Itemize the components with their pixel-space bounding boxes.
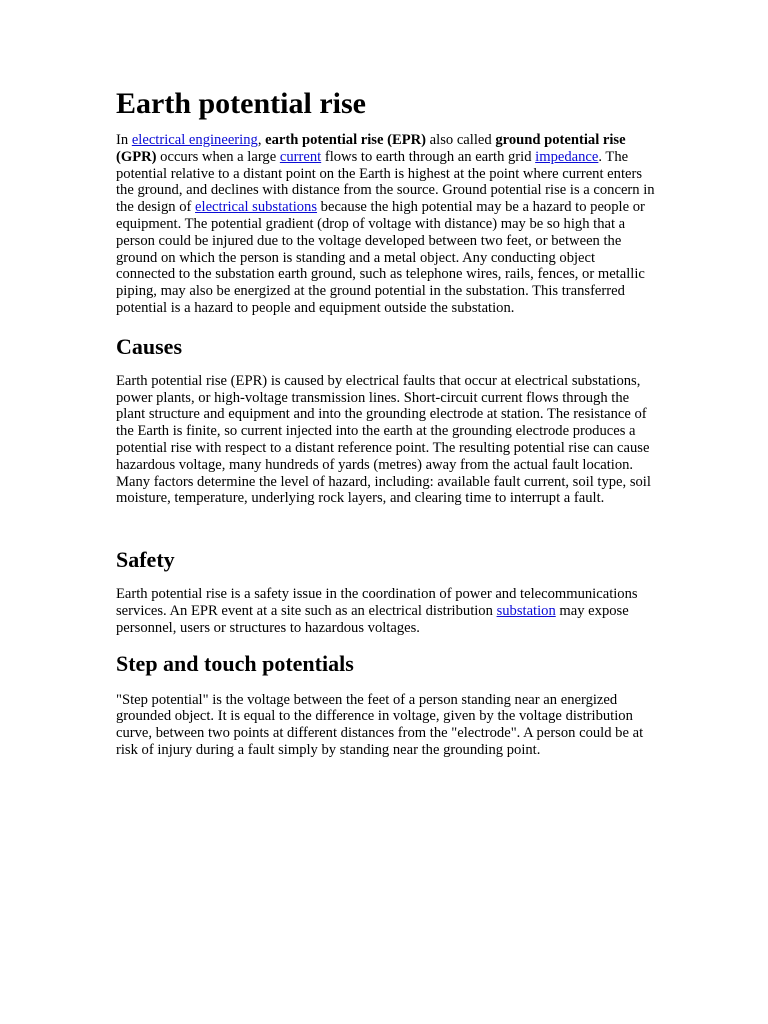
- page-title: Earth potential rise: [116, 87, 366, 120]
- safety-heading: Safety: [116, 547, 175, 573]
- intro-text: occurs when a large: [156, 148, 280, 165]
- safety-text: Earth potential rise is a safety issue in the coordination of power and telecommunications services. An EPR event at a site such as an electrical distribution: [116, 586, 638, 619]
- causes-heading: Causes: [116, 333, 183, 359]
- link-current[interactable]: current: [279, 148, 322, 165]
- intro-text: flows to earth through an earth grid: [321, 148, 536, 165]
- article: [116, 86, 656, 759]
- link-electrical-engineering[interactable]: electrical engineering: [131, 132, 258, 148]
- intro-text: because the high potential may be a hazard to people or equipment. The potential gradient (drop of voltage with distance) may be so high that a person could be injured due to the voltage developed between two feet, or between the ground on which the person is standing and a metal object. Any conducting object connected to the substation earth ground, such as telephone wires, rails, fences, or metallic piping, may also be energized at the ground potential in the substation. This transferred potential is a hazard to people and equipment outside the substation.: [116, 199, 645, 316]
- intro-text: also called: [426, 132, 496, 148]
- term-gpr: ground potential rise (GPR): [116, 132, 626, 165]
- step-touch-paragraph: "Step potential" is the voltage between the feet of a person standing near an energized grounded object. It is equal to the difference in voltage, given by the voltage distribution curve, between two points at different distances from the "electrode". A person could be at risk of injury during a fault simply by standing near the grounding point.: [116, 691, 644, 758]
- link-impedance[interactable]: impedance: [535, 148, 599, 165]
- safety-paragraph: [116, 586, 656, 636]
- intro-text: . The potential relative to a distant point on the Earth is highest at the point where current enters the ground, and declines with distance from the source. Ground potential rise is a concern in the design of: [116, 148, 655, 216]
- intro-text: In: [116, 132, 132, 148]
- link-electrical-substations[interactable]: electrical substations: [195, 199, 318, 216]
- term-epr: earth potential rise (EPR): [265, 132, 427, 148]
- link-substation[interactable]: substation: [496, 602, 556, 619]
- intro-paragraph: [116, 132, 656, 317]
- intro-text: ,: [257, 132, 266, 148]
- safety-text: may expose personnel, users or structures to hazardous voltages.: [116, 602, 629, 636]
- step-touch-heading: Step and touch potentials: [116, 650, 354, 676]
- causes-paragraph: Earth potential rise (EPR) is caused by electrical faults that occur at electrical substations, power plants, or high-voltage transmission lines. Short-circuit current flows through the plant structure and equipment and into the grounding electrode at station. The resistance of the Earth is finite, so current injected into the earth at the grounding electrode produces a potential rise with respect to a distant reference point. The resulting potential rise can cause hazardous voltage, many hundreds of yards (metres) away from the actual fault location. Many factors determine the level of hazard, including: available fault current, soil type, soil moisture, temperature, underlying rock layers, and clearing time to interrupt a fault.: [116, 372, 651, 507]
